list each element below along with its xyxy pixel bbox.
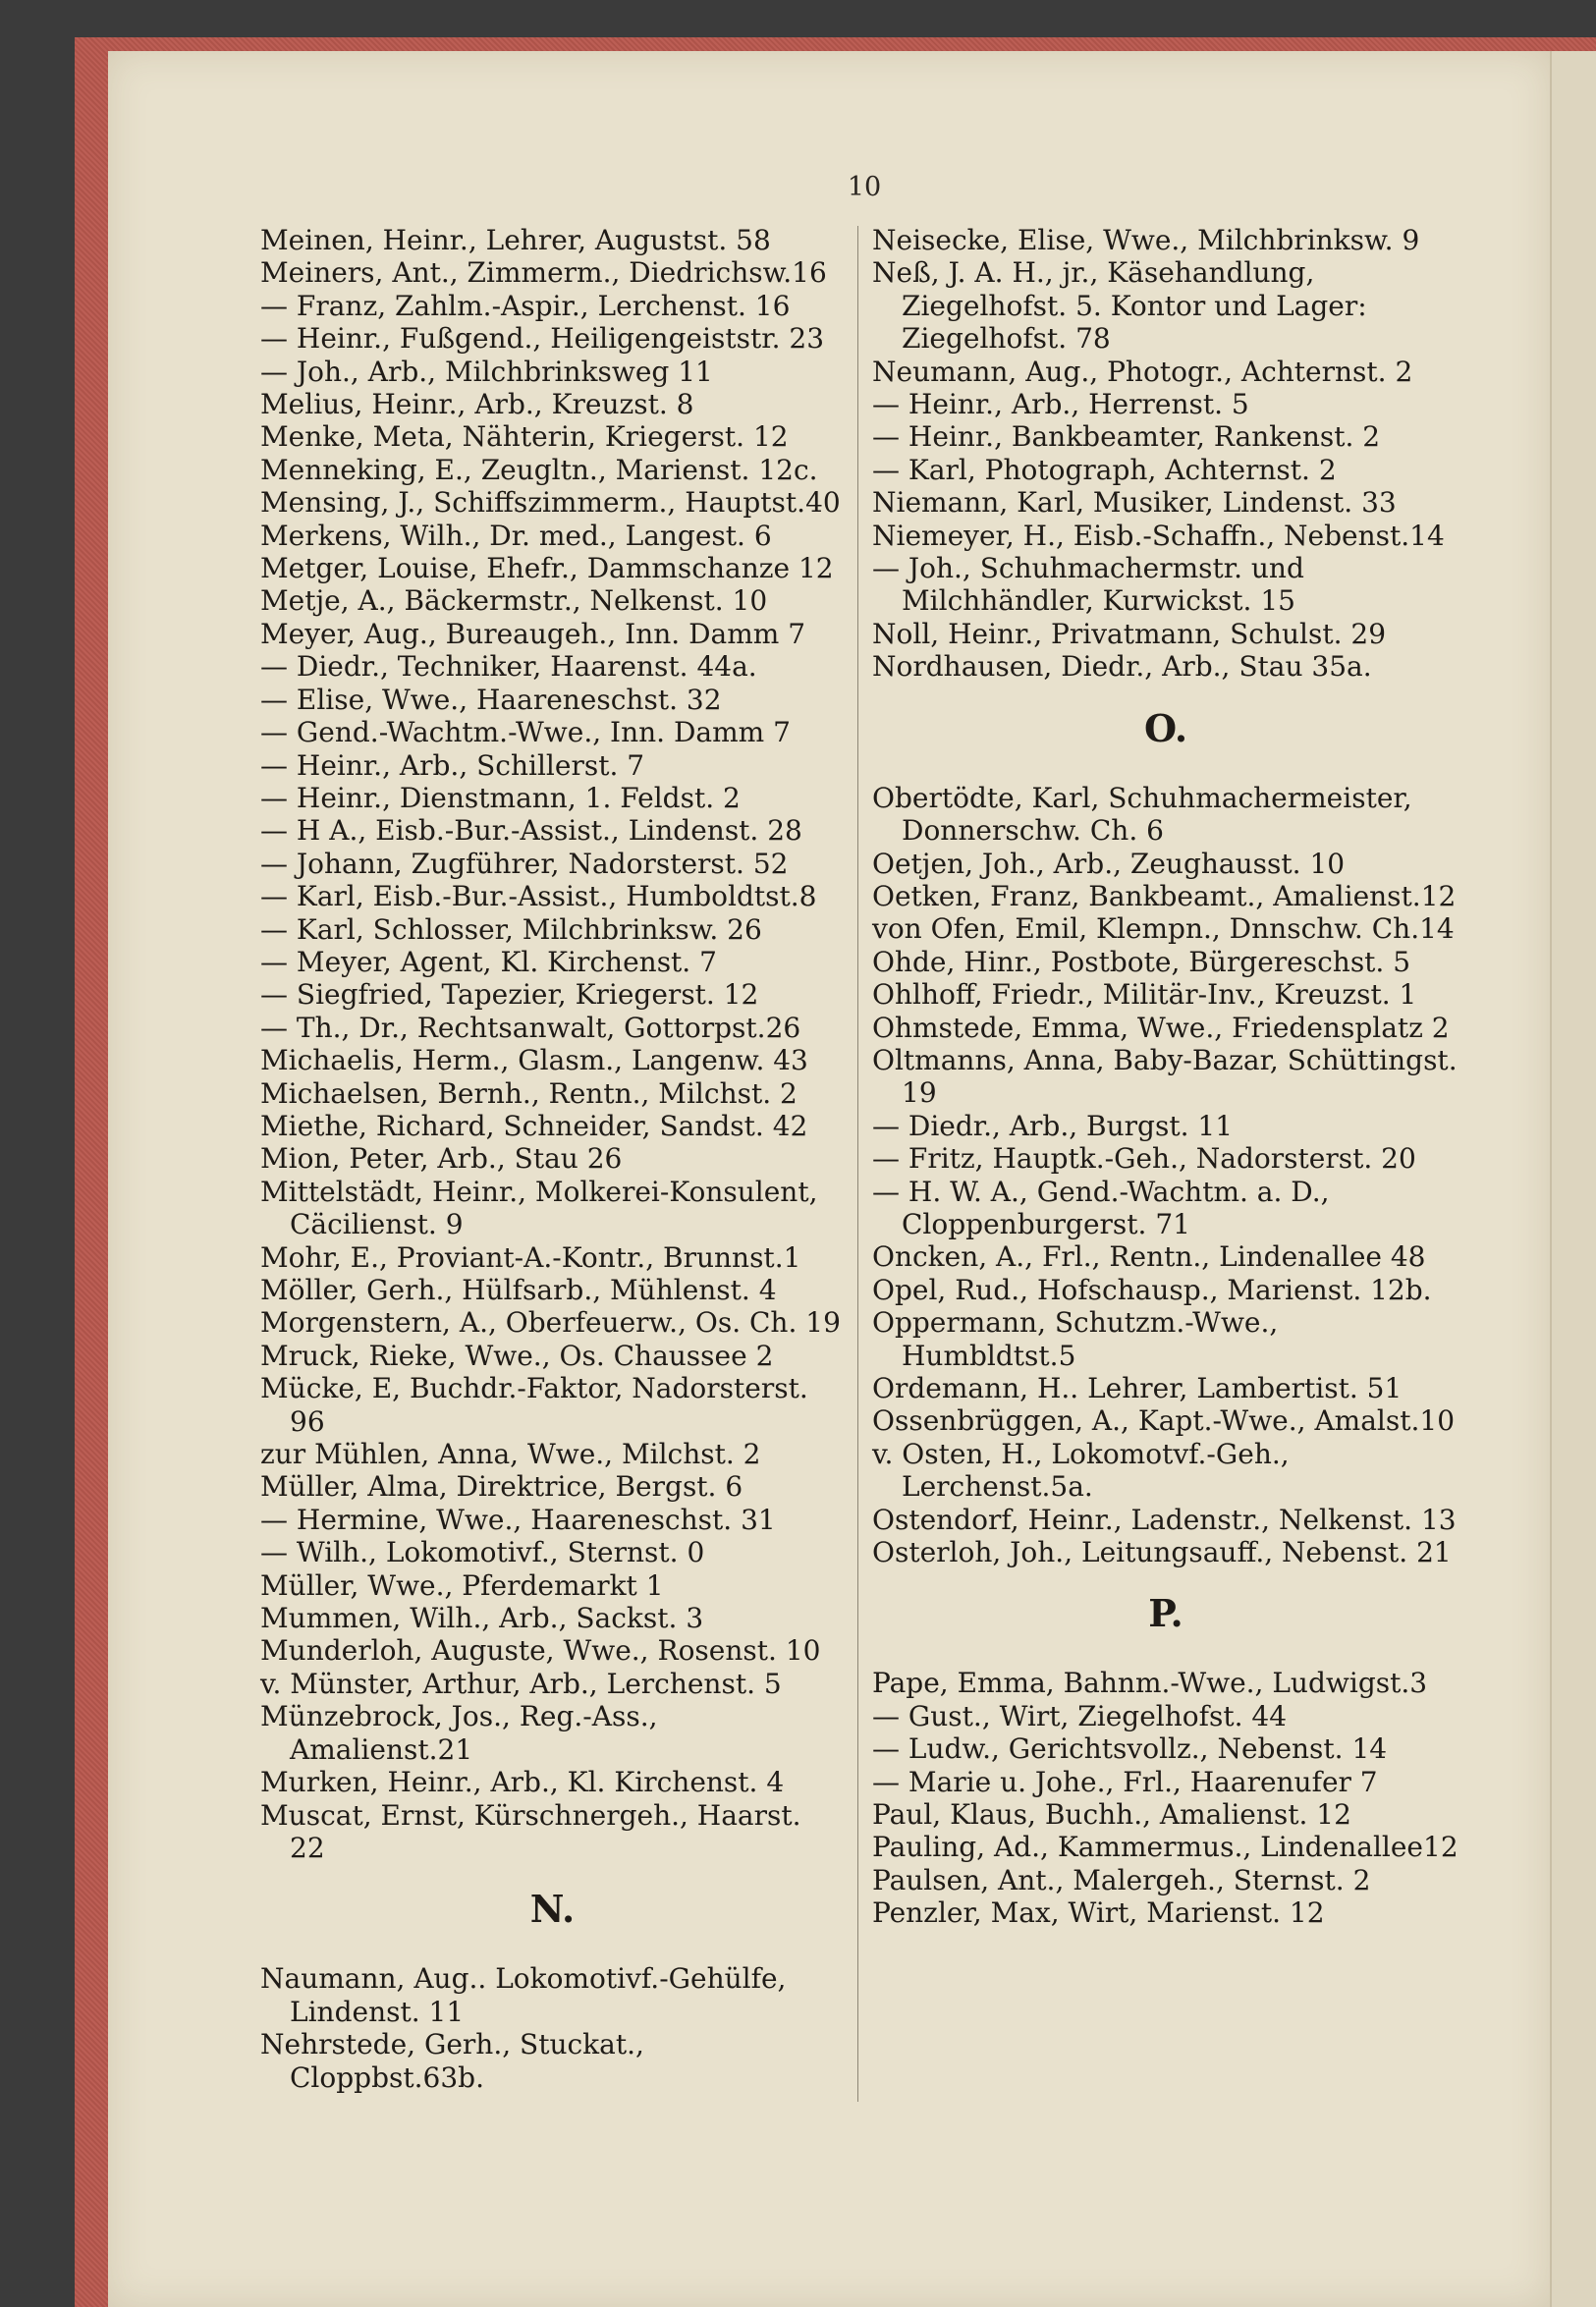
directory-entry: — Diedr., Arb., Burgst. 11 — [872, 1109, 1234, 1142]
directory-entry: Mücke, E, Buchdr.-Faktor, Nadorsterst. 96 — [260, 1372, 808, 1438]
directory-entry: Oltmanns, Anna, Baby-Bazar, Schüttingst. 19 — [872, 1043, 1458, 1110]
directory-entry: Noll, Heinr., Privatmann, Schulst. 29 — [872, 617, 1387, 650]
directory-entry: Morgenstern, A., Oberfeuerw., Os. Ch. 19 — [260, 1306, 841, 1340]
directory-entry: Ohde, Hinr., Postbote, Bürgereschst. 5 — [872, 945, 1411, 978]
letter-heading-o: O. — [1143, 705, 1188, 750]
directory-entry: — Fritz, Hauptk.-Geh., Nadorsterst. 20 — [872, 1142, 1416, 1176]
directory-entry: Opel, Rud., Hofschausp., Marienst. 12b. — [872, 1273, 1432, 1306]
directory-entry: — H. W. A., Gend.-Wachtm. a. D., Cloppenburgerst. 71 — [872, 1175, 1330, 1240]
directory-entry: Nordhausen, Diedr., Arb., Stau 35a. — [872, 650, 1372, 684]
directory-entry: — Heinr., Arb., Schillerst. 7 — [260, 748, 645, 782]
directory-entry: — Wilh., Lokomotivf., Sternst. 0 — [260, 1536, 705, 1569]
left-column — [260, 224, 845, 2094]
directory-entry: Oetjen, Joh., Arb., Zeughausst. 10 — [872, 847, 1346, 880]
directory-entry: Miethe, Richard, Schneider, Sandst. 42 — [260, 1109, 808, 1142]
directory-entry: — Marie u. Johe., Frl., Haarenufer 7 — [872, 1765, 1378, 1798]
directory-entry: Mummen, Wilh., Arb., Sackst. 3 — [260, 1602, 704, 1635]
directory-entry: — Gend.-Wachtm.-Wwe., Inn. Damm 7 — [260, 716, 791, 749]
directory-entry: v. Osten, H., Lokomotvf.-Geh., Lerchenst.5a. — [872, 1437, 1290, 1504]
directory-entry: Mion, Peter, Arb., Stau 26 — [260, 1142, 623, 1176]
directory-entry: Neß, J. A. H., jr., Käsehandlung, Ziegelhofst. 5. Kontor und Lager: Ziegelhofst. 78 — [872, 256, 1367, 356]
directory-entry: Niemeyer, H., Eisb.-Schaffn., Nebenst.14 — [872, 519, 1445, 552]
directory-entry: Oetken, Franz, Bankbeamt., Amalienst.12 — [872, 879, 1457, 912]
directory-entry: Michaelsen, Bernh., Rentn., Milchst. 2 — [260, 1076, 798, 1110]
directory-entry: Paulsen, Ant., Malergeh., Sternst. 2 — [872, 1863, 1371, 1896]
directory-entry: Penzler, Max, Wirt, Marienst. 12 — [872, 1896, 1325, 1930]
directory-entry: Muscat, Ernst, Kürschnergeh., Haarst. 22 — [260, 1798, 801, 1864]
directory-entry: — Gust., Wirt, Ziegelhofst. 44 — [872, 1699, 1288, 1732]
directory-entry: Meinen, Heinr., Lehrer, Augustst. 58 — [260, 224, 771, 256]
directory-entry: Nehrstede, Gerh., Stuckat., Cloppbst.63b. — [260, 2028, 644, 2094]
directory-entry: — Joh., Arb., Milchbrinksweg 11 — [260, 355, 713, 388]
directory-entry: Niemann, Karl, Musiker, Lindenst. 33 — [872, 486, 1397, 520]
directory-entry: — Franz, Zahlm.-Aspir., Lerchenst. 16 — [260, 289, 791, 322]
directory-entry: Münzebrock, Jos., Reg.-Ass., Amalienst.21 — [260, 1700, 658, 1766]
directory-entry: Neumann, Aug., Photogr., Achternst. 2 — [872, 355, 1413, 388]
directory-entry: — Ludw., Gerichtsvollz., Nebenst. 14 — [872, 1732, 1388, 1766]
letter-heading-p: P. — [1148, 1591, 1183, 1636]
page-number: 10 — [847, 172, 882, 202]
directory-entry: Mensing, J., Schiffszimmerm., Hauptst.40 — [260, 486, 841, 520]
directory-entry: v. Münster, Arthur, Arb., Lerchenst. 5 — [260, 1667, 782, 1700]
directory-entry: — Joh., Schuhmachermstr. und Milchhändler, Kurwickst. 15 — [872, 552, 1304, 618]
directory-entry: — Elise, Wwe., Haareneschst. 32 — [260, 683, 722, 716]
directory-entry: — Johann, Zugführer, Nadorsterst. 52 — [260, 847, 789, 880]
facing-page-edge — [1550, 51, 1596, 2307]
entries-n-list — [260, 1962, 845, 2094]
directory-entry: Osterloh, Joh., Leitungsauff., Nebenst. 21 — [872, 1536, 1452, 1569]
directory-entry: — Meyer, Agent, Kl. Kirchenst. 7 — [260, 945, 717, 978]
letter-heading-n: N. — [529, 1887, 576, 1932]
directory-entry: von Ofen, Emil, Klempn., Dnnschw. Ch.14 — [872, 912, 1455, 946]
directory-entry: — H A., Eisb.-Bur.-Assist., Lindenst. 28 — [260, 814, 802, 848]
directory-entry: — Karl, Schlosser, Milchbrinksw. 26 — [260, 912, 762, 946]
directory-entry: Murken, Heinr., Arb., Kl. Kirchenst. 4 — [260, 1766, 785, 1799]
directory-entry: Ordemann, H.. Lehrer, Lambertist. 51 — [872, 1372, 1403, 1404]
directory-entry: Melius, Heinr., Arb., Kreuzst. 8 — [260, 388, 694, 421]
directory-entry: Munderloh, Auguste, Wwe., Rosenst. 10 — [260, 1634, 821, 1668]
directory-entry: Ostendorf, Heinr., Ladenstr., Nelkenst. 13 — [872, 1503, 1457, 1536]
directory-entry: Naumann, Aug.. Lokomotivf.-Gehülfe, Lindenst. 11 — [260, 1962, 787, 2028]
directory-entry: Ohlhoff, Friedr., Militär-Inv., Kreuzst. 1 — [872, 978, 1417, 1012]
directory-entry: Paul, Klaus, Buchh., Amalienst. 12 — [872, 1798, 1351, 1832]
directory-entry: — Th., Dr., Rechtsanwalt, Gottorpst.26 — [260, 1011, 801, 1044]
directory-entry: Obertödte, Karl, Schuhmachermeister, Donnerschw. Ch. 6 — [872, 781, 1412, 848]
directory-entry: Menke, Meta, Nähterin, Kriegerst. 12 — [260, 420, 789, 454]
directory-entry: Möller, Gerh., Hülfsarb., Mühlenst. 4 — [260, 1274, 777, 1306]
directory-entry: Ohmstede, Emma, Wwe., Friedensplatz 2 — [872, 1011, 1450, 1044]
directory-entry: Mruck, Rieke, Wwe., Os. Chaussee 2 — [260, 1339, 774, 1372]
directory-entry: Metger, Louise, Ehefr., Dammschanze 12 — [260, 552, 834, 585]
directory-entry: — Siegfried, Tapezier, Kriegerst. 12 — [260, 978, 759, 1012]
directory-entry: Müller, Wwe., Pferdemarkt 1 — [260, 1568, 664, 1602]
directory-entry: Metje, A., Bäckermstr., Nelkenst. 10 — [260, 584, 768, 618]
directory-entry: — Karl, Photograph, Achternst. 2 — [872, 453, 1337, 486]
directory-entry: Ossenbrüggen, A., Kapt.-Wwe., Amalst.10 — [872, 1404, 1456, 1438]
directory-entry: Merkens, Wilh., Dr. med., Langest. 6 — [260, 519, 772, 552]
entries-p-list — [872, 1667, 1459, 1929]
directory-entry: — Heinr., Dienstmann, 1. Feldst. 2 — [260, 781, 741, 814]
entries-m-list — [260, 224, 845, 1864]
directory-entry: — Heinr., Arb., Herrenst. 5 — [872, 388, 1249, 421]
directory-entry: Mohr, E., Proviant-A.-Kontr., Brunnst.1 — [260, 1240, 801, 1274]
directory-entry: Müller, Alma, Direktrice, Bergst. 6 — [260, 1470, 743, 1504]
entries-n-continued-list — [872, 224, 1459, 684]
directory-entry: Michaelis, Herm., Glasm., Langenw. 43 — [260, 1044, 808, 1077]
directory-entry: — Diedr., Techniker, Haarenst. 44a. — [260, 650, 757, 684]
directory-entry: zur Mühlen, Anna, Wwe., Milchst. 2 — [260, 1438, 761, 1471]
directory-entry: Pape, Emma, Bahnm.-Wwe., Ludwigst.3 — [872, 1667, 1428, 1700]
directory-entry: Neisecke, Elise, Wwe., Milchbrinksw. 9 — [872, 224, 1420, 256]
directory-entry: Meyer, Aug., Bureaugeh., Inn. Damm 7 — [260, 617, 806, 650]
column-divider — [857, 226, 858, 2102]
directory-entry: — Heinr., Bankbeamter, Rankenst. 2 — [872, 420, 1381, 454]
directory-entry: Menneking, E., Zeugltn., Marienst. 12c. — [260, 453, 818, 486]
directory-entry: Oppermann, Schutzm.-Wwe., Humbldtst.5 — [872, 1306, 1279, 1372]
directory-entry: Pauling, Ad., Kammermus., Lindenallee12 — [872, 1831, 1458, 1864]
directory-entry: Oncken, A., Frl., Rentn., Lindenallee 48 — [872, 1240, 1426, 1274]
right-column — [872, 224, 1459, 1930]
directory-entry: — Hermine, Wwe., Haareneschst. 31 — [260, 1503, 776, 1536]
directory-entry: — Heinr., Fußgend., Heiligengeiststr. 23 — [260, 322, 825, 356]
entries-o-list — [872, 782, 1459, 1569]
directory-entry: Mittelstädt, Heinr., Molkerei-Konsulent, Cäcilienst. 9 — [260, 1175, 818, 1241]
directory-entry: — Karl, Eisb.-Bur.-Assist., Humboldtst.8 — [260, 880, 817, 913]
directory-entry: Meiners, Ant., Zimmerm., Diedrichsw.16 — [260, 256, 827, 290]
